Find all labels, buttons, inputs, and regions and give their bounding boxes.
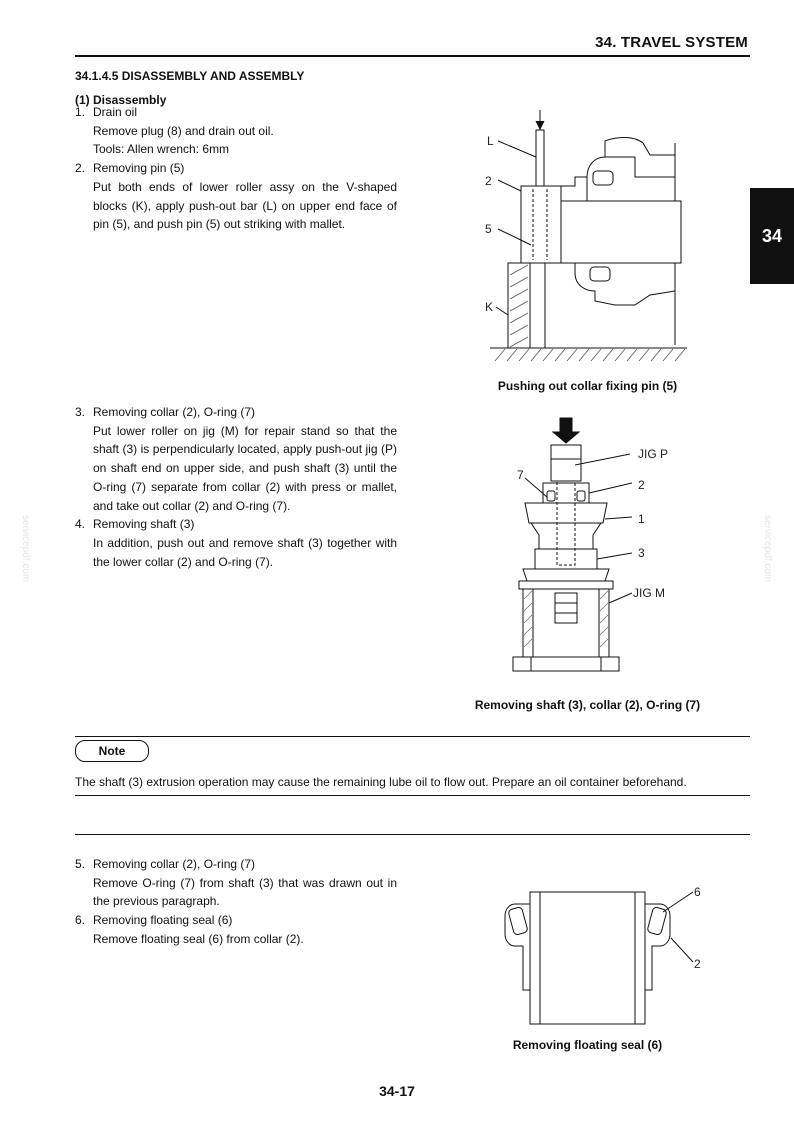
fig1-label-K: K	[485, 300, 494, 314]
steps-group-c	[75, 855, 397, 949]
watermark-left: servicepdf.com	[20, 515, 31, 583]
step-6-body: Remove floating seal (6) from collar (2).	[93, 931, 304, 946]
step-2-body: Put both ends of lower roller assy on the V-shaped blocks (K), apply push-out bar (L) on upper end face of pin (5), and push pin (5) out striking with mallet.	[93, 179, 397, 232]
figure-3-caption: Removing floating seal (6)	[512, 1038, 663, 1052]
note-rule-bottom	[75, 795, 750, 796]
fig3-label-2: 2	[694, 957, 701, 971]
page-header-title: 34. TRAVEL SYSTEM	[595, 34, 748, 51]
step-title-text: Drain oil	[93, 105, 138, 119]
step-4-body: In addition, push out and remove shaft (3) together with the lower collar (2) and O-ring (7).	[93, 535, 397, 569]
fig2-label-jig-m: JIG M	[633, 586, 665, 600]
step-1-line-2: Tools: Allen wrench: 6mm	[93, 142, 230, 157]
step-1-title	[75, 103, 397, 122]
fig3-label-6: 6	[694, 885, 701, 899]
section-divider	[75, 834, 750, 835]
page-number: 34-17	[379, 1083, 415, 1099]
fig1-label-L: L	[487, 134, 494, 148]
chapter-tab: 34	[750, 188, 794, 284]
fig1-label-5: 5	[485, 222, 492, 236]
step-number: 2.	[75, 161, 86, 176]
header-rule	[75, 55, 750, 57]
step-title-text: Removing collar (2), O-ring (7)	[93, 405, 256, 419]
step-5-body: Remove O-ring (7) from shaft (3) that was drawn out in the previous paragraph.	[93, 875, 397, 909]
step-number: 6.	[75, 913, 86, 928]
step-2-title	[75, 159, 397, 178]
step-number: 1.	[75, 105, 86, 119]
figure-removing-shaft	[505, 413, 690, 675]
step-number: 3.	[75, 405, 86, 419]
step-title-text: Removing pin (5)	[93, 161, 185, 176]
fig1-label-2: 2	[485, 174, 492, 188]
step-number: 5.	[75, 857, 86, 871]
step-number: 4.	[75, 517, 86, 532]
step-title-text: Removing floating seal (6)	[93, 913, 233, 928]
figure-1-caption: Pushing out collar fixing pin (5)	[497, 379, 678, 393]
section-heading: 34.1.4.5 DISASSEMBLY AND ASSEMBLY	[75, 69, 305, 83]
subsection-heading: (1) Disassembly	[75, 93, 167, 107]
fig2-label-3: 3	[638, 546, 645, 560]
fig2-label-jig-p: JIG P	[638, 447, 669, 461]
steps-group-a	[75, 103, 397, 234]
figure-pushing-out-pin	[475, 105, 695, 367]
figure-2-caption: Removing shaft (3), collar (2), O-ring (7)	[474, 698, 701, 712]
note-rule-top	[75, 736, 750, 737]
note-label: Note	[75, 740, 149, 762]
step-title-text: Removing collar (2), O-ring (7)	[93, 857, 256, 871]
step-1-line-1: Remove plug (8) and drain out oil.	[93, 123, 274, 138]
watermark-right: servicepdf.com	[762, 515, 773, 583]
step-6-title	[75, 911, 397, 930]
step-3-title	[75, 403, 397, 422]
step-title-text: Removing shaft (3)	[93, 517, 195, 532]
step-4-title	[75, 515, 397, 534]
fig2-label-2: 2	[638, 478, 645, 492]
note-text: The shaft (3) extrusion operation may cause the remaining lube oil to flow out. Prepare an oil container beforehand.	[75, 775, 687, 789]
figure-floating-seal	[495, 880, 715, 1030]
step-3-body: Put lower roller on jig (M) for repair stand so that the shaft (3) is perpendicularly located, apply push-out jig (P) on shaft end on upper side, and push shaft (3) until the O-ring (7) separate from collar (2) with press or mallet, and take out collar (2) and O-ring (7).	[93, 423, 397, 513]
step-5-title	[75, 855, 397, 874]
fig2-label-7: 7	[517, 468, 524, 482]
fig2-label-1: 1	[638, 512, 645, 526]
steps-group-b	[75, 403, 397, 571]
